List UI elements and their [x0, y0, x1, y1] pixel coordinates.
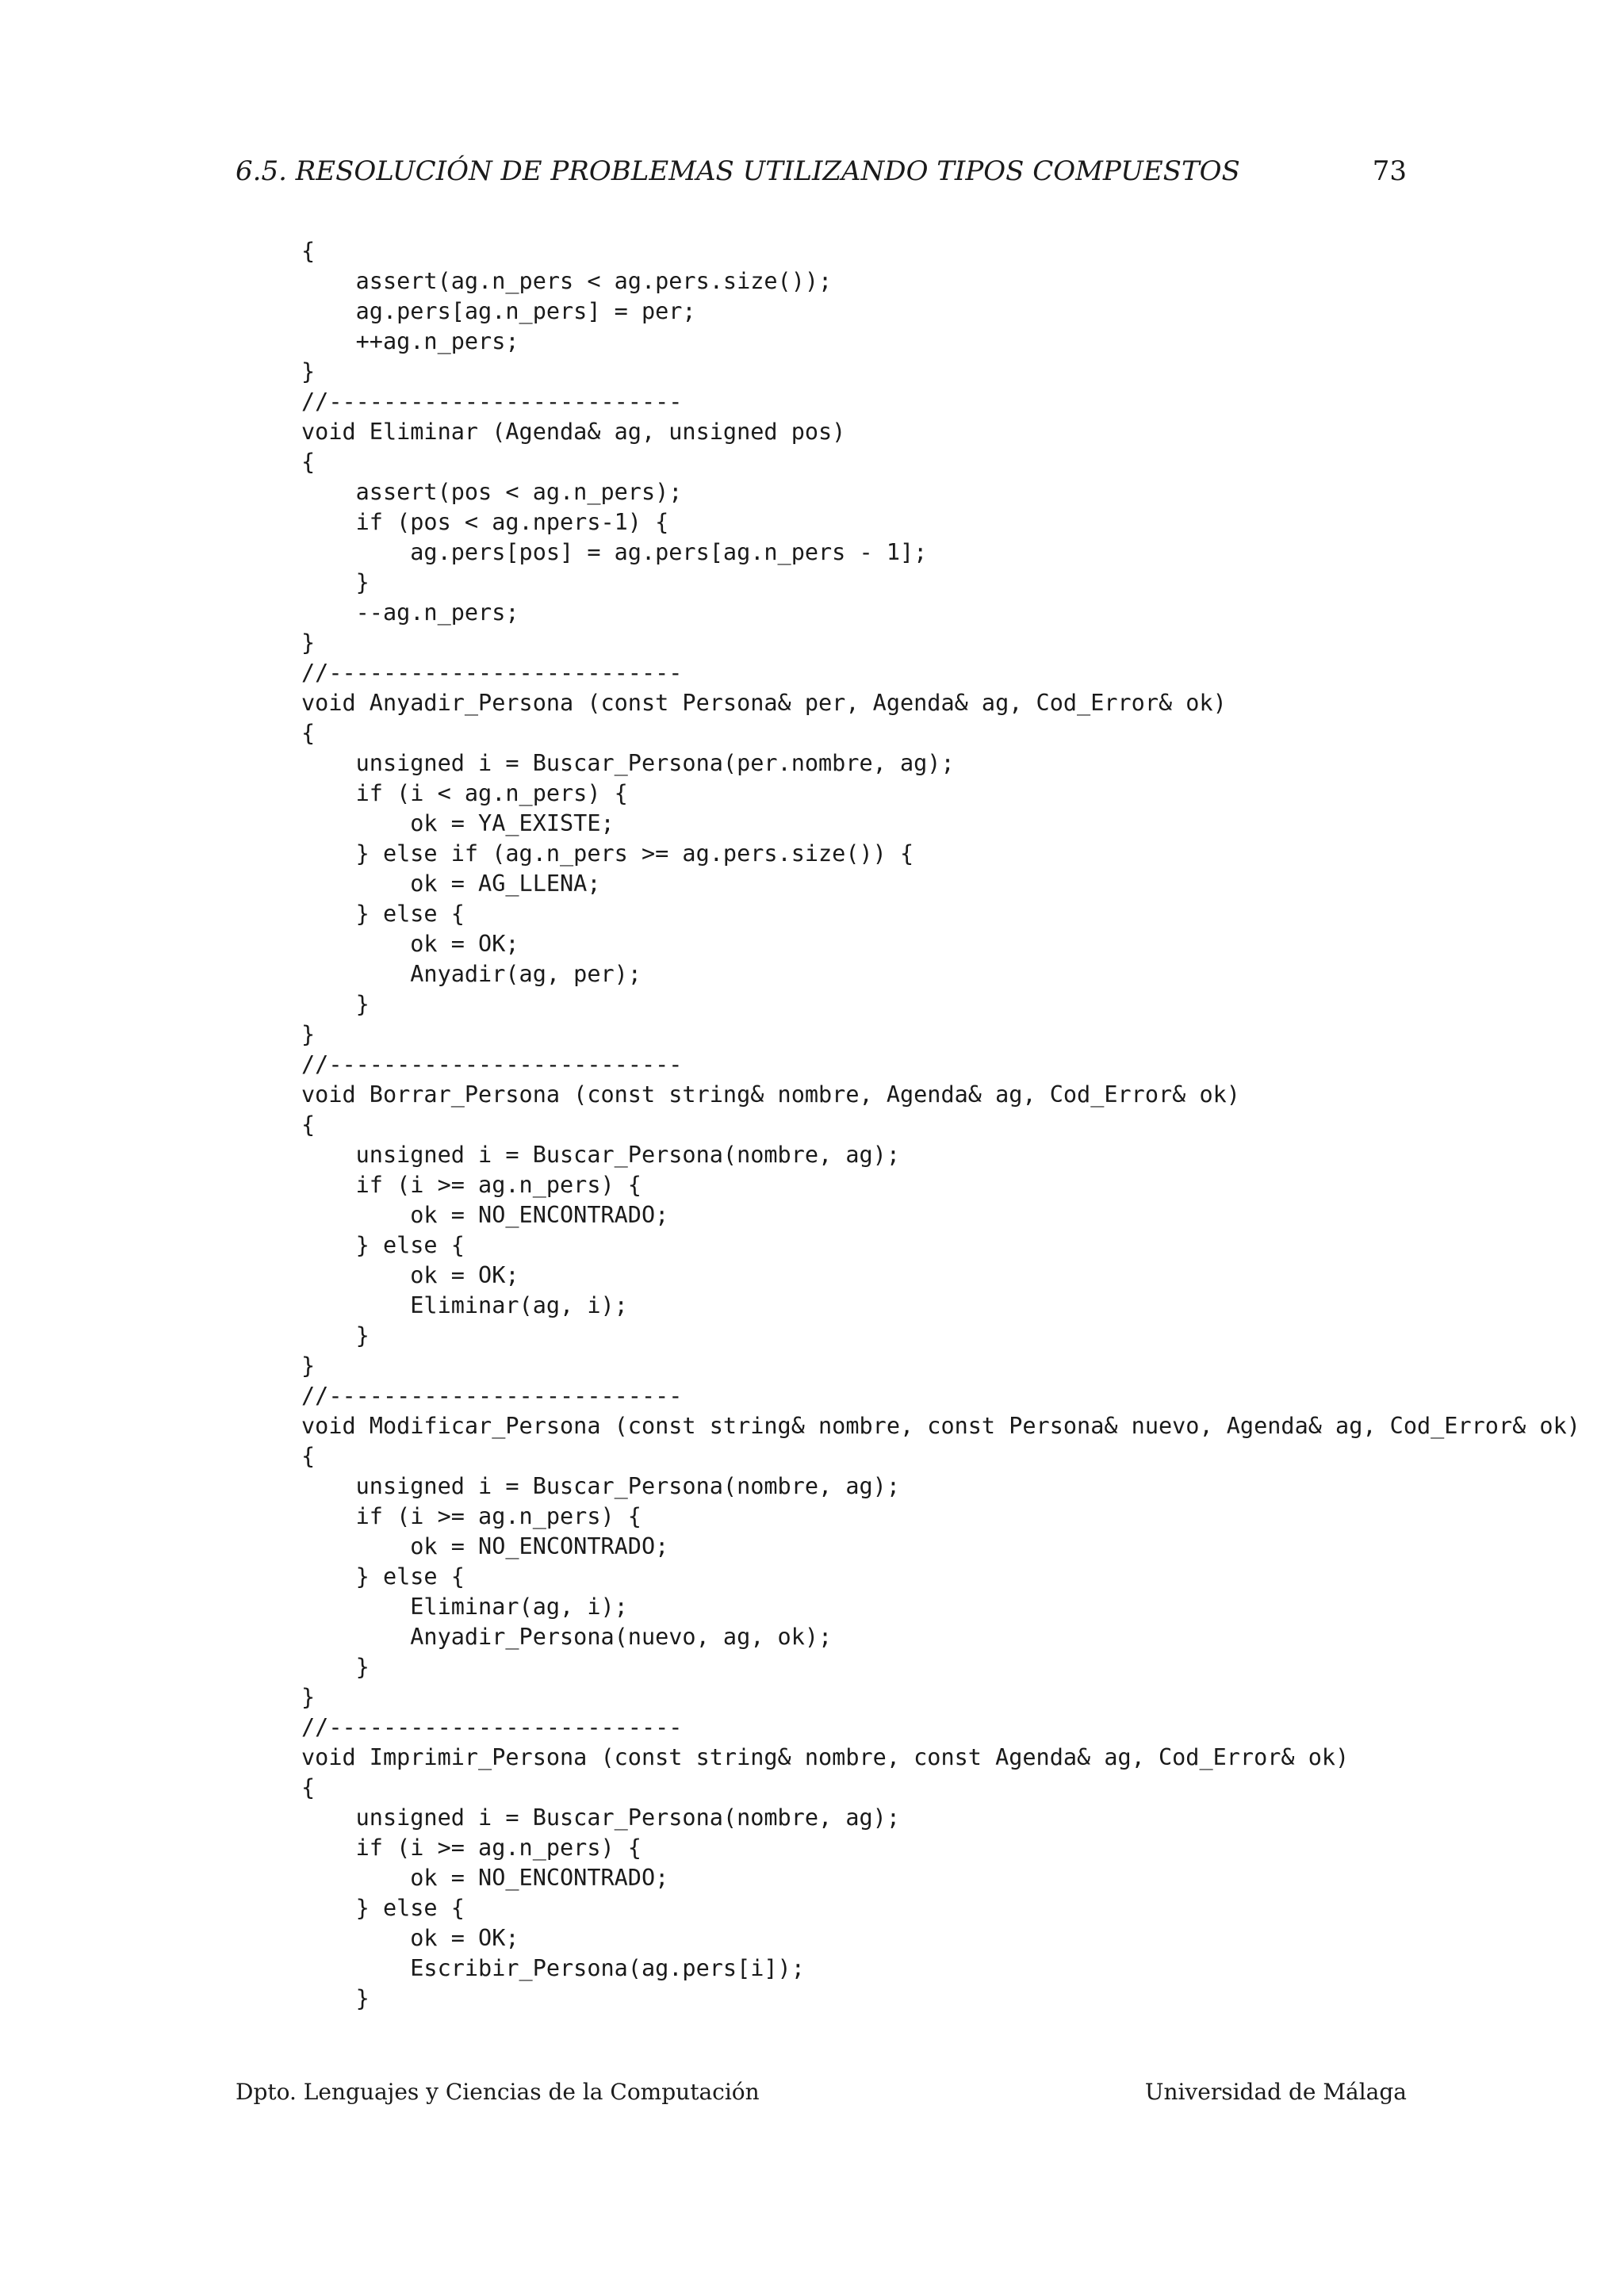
- code-line: ok = AG_LLENA;: [301, 871, 601, 897]
- code-line: Anyadir(ag, per);: [301, 961, 642, 987]
- code-line: Eliminar(ag, i);: [301, 1292, 628, 1318]
- code-line: //--------------------------: [301, 1383, 683, 1409]
- code-line: void Eliminar (Agenda& ag, unsigned pos): [301, 419, 846, 445]
- code-line: }: [301, 1654, 370, 1680]
- code-line: }: [301, 1985, 370, 2011]
- code-line: }: [301, 358, 316, 385]
- code-line: Escribir_Persona(ag.pers[i]);: [301, 1955, 805, 1981]
- code-line: } else {: [301, 1232, 465, 1258]
- code-line: {: [301, 449, 316, 475]
- code-line: {: [301, 1443, 316, 1469]
- code-line: ok = OK;: [301, 1925, 519, 1951]
- code-line: unsigned i = Buscar_Persona(per.nombre, ag);: [301, 750, 955, 776]
- code-line: }: [301, 1322, 370, 1349]
- code-line: unsigned i = Buscar_Persona(nombre, ag);: [301, 1804, 900, 1831]
- code-line: ok = NO_ENCONTRADO;: [301, 1865, 669, 1891]
- code-line: ok = NO_ENCONTRADO;: [301, 1202, 669, 1228]
- footer-university: Universidad de Málaga: [1144, 2079, 1407, 2105]
- footer-department: Dpto. Lenguajes y Ciencias de la Computación: [236, 2079, 760, 2105]
- code-line: assert(pos < ag.n_pers);: [301, 479, 683, 505]
- page-header: [236, 155, 1407, 195]
- code-line: } else {: [301, 1563, 465, 1590]
- code-line: ok = OK;: [301, 931, 519, 957]
- section-title: 6.5. RESOLUCIÓN DE PROBLEMAS UTILIZANDO TIPOS COMPUESTOS: [236, 155, 1240, 187]
- code-line: if (pos < ag.npers-1) {: [301, 509, 669, 535]
- code-line: //--------------------------: [301, 388, 683, 415]
- code-line: ok = YA_EXISTE;: [301, 810, 615, 836]
- code-line: } else {: [301, 1895, 465, 1921]
- code-line: if (i < ag.n_pers) {: [301, 780, 628, 806]
- code-line: unsigned i = Buscar_Persona(nombre, ag);: [301, 1473, 900, 1499]
- code-line: } else {: [301, 901, 465, 927]
- code-line: unsigned i = Buscar_Persona(nombre, ag);: [301, 1142, 900, 1168]
- code-line: assert(ag.n_pers < ag.pers.size());: [301, 268, 833, 294]
- code-line: if (i >= ag.n_pers) {: [301, 1503, 642, 1529]
- code-line: {: [301, 1774, 316, 1800]
- code-line: Anyadir_Persona(nuevo, ag, ok);: [301, 1624, 833, 1650]
- code-line: ok = NO_ENCONTRADO;: [301, 1533, 669, 1559]
- page-number: 73: [1372, 155, 1407, 187]
- code-line: ag.pers[pos] = ag.pers[ag.n_pers - 1];: [301, 539, 928, 565]
- code-line: }: [301, 629, 316, 656]
- code-line: ok = OK;: [301, 1262, 519, 1288]
- code-line: void Anyadir_Persona (const Persona& per, Agenda& ag, Cod_Error& ok): [301, 690, 1227, 716]
- code-line: }: [301, 569, 370, 595]
- code-line: //--------------------------: [301, 1051, 683, 1077]
- code-line: void Imprimir_Persona (const string& nombre, const Agenda& ag, Cod_Error& ok): [301, 1744, 1350, 1770]
- code-line: //--------------------------: [301, 1714, 683, 1740]
- code-line: }: [301, 1021, 316, 1047]
- code-line: //--------------------------: [301, 660, 683, 686]
- code-line: ag.pers[ag.n_pers] = per;: [301, 298, 696, 324]
- code-line: {: [301, 1112, 316, 1138]
- code-line: }: [301, 1353, 316, 1379]
- code-line: {: [301, 238, 316, 264]
- code-listing: [301, 236, 1580, 2014]
- page-footer: [236, 2079, 1407, 2110]
- code-line: }: [301, 991, 370, 1017]
- code-line: }: [301, 1684, 316, 1710]
- code-line: --ag.n_pers;: [301, 599, 519, 626]
- code-line: ++ag.n_pers;: [301, 328, 519, 354]
- code-line: } else if (ag.n_pers >= ag.pers.size()) {: [301, 840, 914, 867]
- code-line: if (i >= ag.n_pers) {: [301, 1835, 642, 1861]
- code-line: void Borrar_Persona (const string& nombre, Agenda& ag, Cod_Error& ok): [301, 1081, 1240, 1108]
- code-line: {: [301, 720, 316, 746]
- code-line: if (i >= ag.n_pers) {: [301, 1172, 642, 1198]
- code-line: Eliminar(ag, i);: [301, 1594, 628, 1620]
- code-line: void Modificar_Persona (const string& nombre, const Persona& nuevo, Agenda& ag, Cod_Error& ok): [301, 1413, 1580, 1439]
